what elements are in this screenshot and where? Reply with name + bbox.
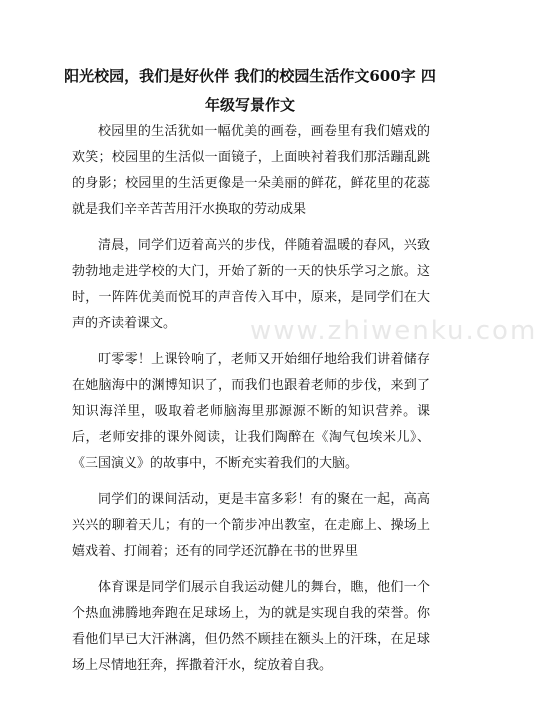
paragraph-1: 校园里的生活犹如一幅优美的画卷，画卷里有我们嬉戏的欢笑；校园里的生活似一面镜子，上面映衬着我们那活蹦乱跳的身影；校园里的生活更像是一朵美丽的鲜花，鲜花里的花蕊就是我们辛辛苦苦用汗水换取的劳动成果 [72, 124, 430, 217]
paragraph-5: 体育课是同学们展示自我运动健儿的舞台，瞧，他们一个个热血沸腾地奔跑在足球场上，为的就是实现自我的荣誉。你看他们早已大汗淋漓，但仍然不顾挂在额头上的汗珠，在足球场上尽情地狂奔，挥撒着汗水，绽放着自我。 [72, 580, 430, 673]
watermark-text: www.zhiwenku.com [250, 316, 537, 346]
title-line-2: 年级写景作文 [204, 96, 295, 114]
paragraph-3: 叮零零！上课铃响了，老师又开始细仔地给我们讲着储存在她脑海中的渊博知识了，而我们也跟着老师的步伐，来到了知识海洋里，吸取着老师脑海里那源源不断的知识营养。课后，老师安排的课外阅读，让我们陶醉在《淘气包埃米儿》、《三国演义》的故事中，不断充实着我们的大脑。 [72, 352, 430, 471]
title-line-1: 阳光校园，我们是好伙伴 我们的校园生活作文600字 四 [64, 67, 436, 85]
document-title [60, 62, 440, 120]
paragraph-4: 同学们的课间活动，更是丰富多彩！有的聚在一起，高高兴兴的聊着天儿；有的一个箭步冲出教室，在走廊上、操场上嬉戏着、打闹着；还有的同学还沉静在书的世界里 [72, 492, 430, 559]
document-body [72, 119, 430, 689]
paragraph-2: 清晨，同学们迈着高兴的步伐，伴随着温暖的春风，兴致勃勃地走进学校的大门，开始了新的一天的快乐学习之旅。这时，一阵阵优美而悦耳的声音传入耳中，原来，是同学们在大声的齐读着课文。 [72, 238, 430, 331]
